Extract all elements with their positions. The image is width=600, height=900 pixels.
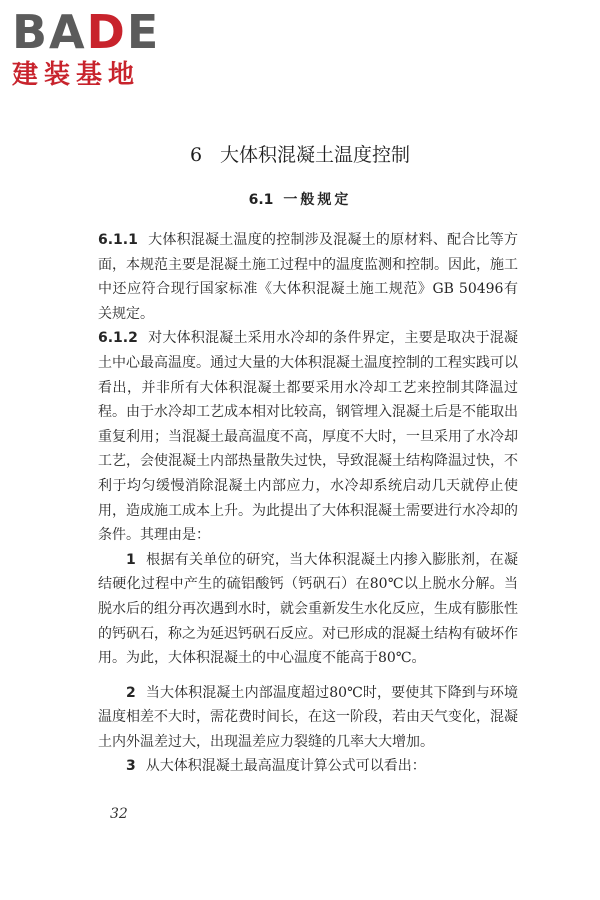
list-item [98,548,518,671]
logo-subtitle: 建装基地 [12,60,141,90]
chapter-title [0,142,600,168]
page-number: 32 [110,806,128,822]
item-number: 3 [126,758,136,775]
item-text: 从大体积混凝土最高温度计算公式可以看出： [145,758,426,775]
list-item [98,681,518,755]
section-title-text: 一般规定 [283,192,352,208]
item-text: 根据有关单位的研究，当大体积混凝土内掺入膨胀剂，在凝结硬化过程中产生的硫铝酸钙（钙矾石）在80℃以上脱水分解。当脱水后的组分再次遇到水时，就会重新发生水化反应，生成有膨胀性的钙矾石，称之为延迟钙矾石反应。对已形成的混凝土结构有破坏作用。为此，大体积混凝土的中心温度不能高于80℃。 [98,551,518,667]
item-text: 当大体积混凝土内部温度超过80℃时，要使其下降到与环境温度相差不大时，需花费时间长，在这一阶段，若由天气变化，混凝土内外温差过大，出现温差应力裂缝的几率大大增加。 [98,684,518,750]
clause-paragraph [98,326,518,547]
list-item [98,754,518,779]
logo-wordmark: BADE [12,5,161,59]
clause-number: 6.1.2 [98,330,138,347]
body-text [98,228,518,779]
item-number: 1 [126,551,136,568]
section-number: 6.1 [248,192,274,208]
clause-number: 6.1.1 [98,232,138,248]
section-title [0,190,600,210]
bade-logo [12,6,192,90]
clause-text: 大体积混凝土温度的控制涉及混凝土的原材料、配合比等方面，本规范主要是混凝土施工过程中的温度监测和控制。因此，施工中还应符合现行国家标准《大体积混凝土施工规范》GB 50496有关规定。 [98,232,518,322]
chapter-number: 6 [189,144,203,166]
clause-text: 对大体积混凝土采用水冷却的条件界定，主要是取决于混凝土中心最高温度。通过大量的大体积混凝土温度控制的工程实践可以看出，并非所有大体积混凝土都要采用水冷却工艺来控制其降温过程。由于水冷却工艺成本相对比较高，钢管埋入混凝土后是不能取出重复利用；当混凝土最高温度不高，厚度不大时，一旦采用了水冷却工艺，会使混凝土内部热量散失过快，导致混凝土结构降温过快，不利于均匀缓慢消除混凝土内部应力，水冷却系统启动几天就停止使用，造成施工成本上升。为此提出了大体积混凝土需要进行水冷却的条件。其理由是： [98,330,518,544]
item-number: 2 [126,684,136,701]
chapter-title-text: 大体积混凝土温度控制 [220,144,411,166]
clause-paragraph [98,228,518,326]
